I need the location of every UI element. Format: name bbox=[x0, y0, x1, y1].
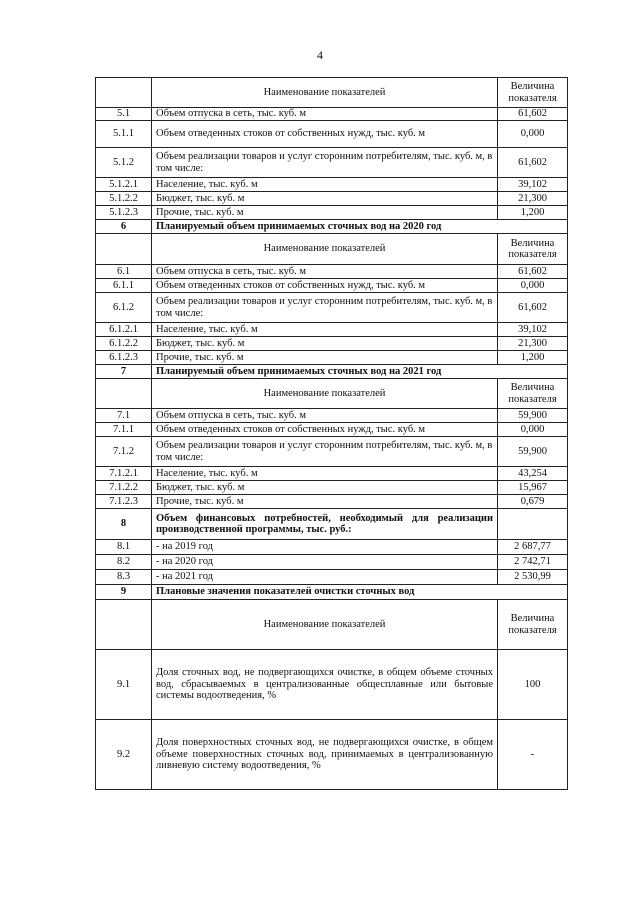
row-label: Объем реализации товаров и услуг сторонним потребителям, тыс. куб. м, в том числе: bbox=[152, 437, 498, 467]
row-label: Прочие, тыс. куб. м bbox=[152, 351, 498, 365]
row-number: 7.1.2.1 bbox=[96, 467, 152, 481]
table-row bbox=[96, 650, 568, 720]
table-row bbox=[96, 540, 568, 555]
indicators-table bbox=[95, 77, 568, 790]
row-number: 5.1 bbox=[96, 108, 152, 121]
row-number: 7.1.2.2 bbox=[96, 481, 152, 495]
row-number: 5.1.2.2 bbox=[96, 192, 152, 206]
row-value bbox=[498, 509, 568, 540]
row-number: 6.1.1 bbox=[96, 279, 152, 293]
row-label: - на 2019 год bbox=[152, 540, 498, 555]
row-number: 6.1.2.1 bbox=[96, 323, 152, 337]
row-value: 1,200 bbox=[498, 206, 568, 220]
table-row bbox=[96, 121, 568, 148]
table-cell bbox=[96, 78, 152, 108]
row-label: Бюджет, тыс. куб. м bbox=[152, 337, 498, 351]
row-number: 6.1.2.2 bbox=[96, 337, 152, 351]
row-value: 61,602 bbox=[498, 293, 568, 323]
section-title: Объем финансовых потребностей, необходимый для реализации производственной программы, тыс. руб.: bbox=[152, 509, 498, 540]
table-header-row bbox=[96, 379, 568, 409]
row-number: 5.1.1 bbox=[96, 121, 152, 148]
section-row bbox=[96, 220, 568, 234]
table-cell bbox=[96, 600, 152, 650]
row-number: 6.1 bbox=[96, 265, 152, 279]
table-header-row bbox=[96, 600, 568, 650]
row-value: 0,000 bbox=[498, 279, 568, 293]
row-value: 100 bbox=[498, 650, 568, 720]
row-label: Бюджет, тыс. куб. м bbox=[152, 481, 498, 495]
row-value: 59,900 bbox=[498, 409, 568, 423]
table-row bbox=[96, 351, 568, 365]
table-row bbox=[96, 720, 568, 790]
table-row bbox=[96, 192, 568, 206]
section-title: Планируемый объем принимаемых сточных вод на 2021 год bbox=[152, 365, 568, 379]
row-value: 59,900 bbox=[498, 437, 568, 467]
row-label: Объем отведенных стоков от собственных нужд, тыс. куб. м bbox=[152, 121, 498, 148]
row-number: 8.3 bbox=[96, 570, 152, 585]
row-value: 1,200 bbox=[498, 351, 568, 365]
header-value-cell: Величина показателя bbox=[498, 234, 568, 265]
row-label: Прочие, тыс. куб. м bbox=[152, 495, 498, 509]
row-number: 6.1.2 bbox=[96, 293, 152, 323]
table-row bbox=[96, 206, 568, 220]
row-label: Доля сточных вод, не подвергающихся очистке, в общем объеме сточных вод, сбрасываемых в централизованные общесплавные или бытовые системы водоотведения, % bbox=[152, 650, 498, 720]
row-value: 2 742,71 bbox=[498, 555, 568, 570]
row-number: 7.1 bbox=[96, 409, 152, 423]
row-label: Объем отпуска в сеть, тыс. куб. м bbox=[152, 265, 498, 279]
row-label: Объем реализации товаров и услуг сторонним потребителям, тыс. куб. м, в том числе: bbox=[152, 148, 498, 178]
row-value: 0,679 bbox=[498, 495, 568, 509]
table-row bbox=[96, 148, 568, 178]
header-value-cell: Величина показателя bbox=[498, 379, 568, 409]
section-number: 6 bbox=[96, 220, 152, 234]
table-row bbox=[96, 423, 568, 437]
row-label: Население, тыс. куб. м bbox=[152, 323, 498, 337]
table-row bbox=[96, 555, 568, 570]
row-number: 5.1.2 bbox=[96, 148, 152, 178]
row-number: 7.1.2.3 bbox=[96, 495, 152, 509]
row-label: Объем отпуска в сеть, тыс. куб. м bbox=[152, 409, 498, 423]
table-row bbox=[96, 409, 568, 423]
header-name-cell: Наименование показателей bbox=[152, 379, 498, 409]
header-name-cell: Наименование показателей bbox=[152, 78, 498, 108]
section-row bbox=[96, 585, 568, 600]
row-value: 61,602 bbox=[498, 108, 568, 121]
table-row bbox=[96, 481, 568, 495]
table-row bbox=[96, 495, 568, 509]
header-value-cell: Величина показателя bbox=[498, 600, 568, 650]
row-value: 2 530,99 bbox=[498, 570, 568, 585]
row-label: Объем отведенных стоков от собственных нужд, тыс. куб. м bbox=[152, 279, 498, 293]
header-value-cell: Величина показателя bbox=[498, 78, 568, 108]
table-row bbox=[96, 265, 568, 279]
row-value: 0,000 bbox=[498, 423, 568, 437]
row-value: 39,102 bbox=[498, 178, 568, 192]
section-row bbox=[96, 509, 568, 540]
row-number: 5.1.2.1 bbox=[96, 178, 152, 192]
row-value: 15,967 bbox=[498, 481, 568, 495]
row-value: 43,254 bbox=[498, 467, 568, 481]
row-value: 61,602 bbox=[498, 148, 568, 178]
row-number: 8.2 bbox=[96, 555, 152, 570]
row-number: 6.1.2.3 bbox=[96, 351, 152, 365]
row-number: 5.1.2.3 bbox=[96, 206, 152, 220]
section-number: 8 bbox=[96, 509, 152, 540]
row-label: - на 2020 год bbox=[152, 555, 498, 570]
row-value: 0,000 bbox=[498, 121, 568, 148]
row-label: Прочие, тыс. куб. м bbox=[152, 206, 498, 220]
row-value: 61,602 bbox=[498, 265, 568, 279]
row-label: Бюджет, тыс. куб. м bbox=[152, 192, 498, 206]
table-row bbox=[96, 437, 568, 467]
table-row bbox=[96, 293, 568, 323]
section-number: 9 bbox=[96, 585, 152, 600]
table-cell bbox=[96, 379, 152, 409]
row-number: 8.1 bbox=[96, 540, 152, 555]
table-row bbox=[96, 108, 568, 121]
page-number: 4 bbox=[317, 48, 323, 62]
row-number: 9.2 bbox=[96, 720, 152, 790]
row-label: - на 2021 год bbox=[152, 570, 498, 585]
section-title: Планируемый объем принимаемых сточных вод на 2020 год bbox=[152, 220, 568, 234]
table-row bbox=[96, 467, 568, 481]
row-value: 21,300 bbox=[498, 337, 568, 351]
table-row bbox=[96, 178, 568, 192]
section-row bbox=[96, 365, 568, 379]
row-label: Объем отведенных стоков от собственных нужд, тыс. куб. м bbox=[152, 423, 498, 437]
table-row bbox=[96, 279, 568, 293]
section-number: 7 bbox=[96, 365, 152, 379]
header-name-cell: Наименование показателей bbox=[152, 600, 498, 650]
row-label: Доля поверхностных сточных вод, не подвергающихся очистке, в общем объеме поверхностных сточных вод, принимаемых в централизованную ливневую систему водоотведения, % bbox=[152, 720, 498, 790]
table-header-row bbox=[96, 234, 568, 265]
row-number: 9.1 bbox=[96, 650, 152, 720]
table-row bbox=[96, 323, 568, 337]
row-number: 7.1.2 bbox=[96, 437, 152, 467]
row-label: Объем реализации товаров и услуг сторонним потребителям, тыс. куб. м, в том числе: bbox=[152, 293, 498, 323]
table-cell bbox=[96, 234, 152, 265]
row-number: 7.1.1 bbox=[96, 423, 152, 437]
row-label: Население, тыс. куб. м bbox=[152, 467, 498, 481]
section-title: Плановые значения показателей очистки сточных вод bbox=[152, 585, 568, 600]
row-value: 2 687,77 bbox=[498, 540, 568, 555]
table-row bbox=[96, 337, 568, 351]
table-header-row bbox=[96, 78, 568, 108]
row-value: 39,102 bbox=[498, 323, 568, 337]
header-name-cell: Наименование показателей bbox=[152, 234, 498, 265]
row-label: Население, тыс. куб. м bbox=[152, 178, 498, 192]
row-value: - bbox=[498, 720, 568, 790]
row-value: 21,300 bbox=[498, 192, 568, 206]
row-label: Объем отпуска в сеть, тыс. куб. м bbox=[152, 108, 498, 121]
table-row bbox=[96, 570, 568, 585]
